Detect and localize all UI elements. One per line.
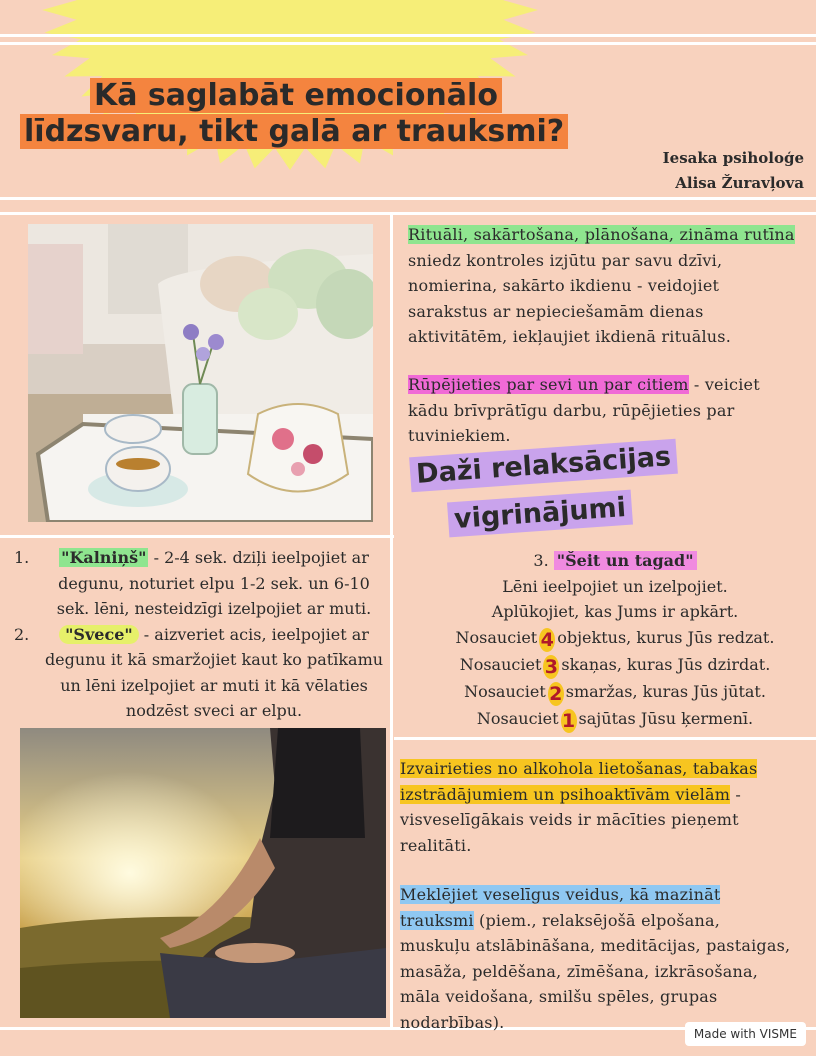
healthy-text: (piem., relaksējošā elpošana, muskuļu atslābināšana, meditācijas, pastaigas, masāža, peldēšana, zīmēšana, izkrāsošana, māla veidošana, smilšu spēles, grupas nodarbības). xyxy=(400,910,791,1032)
exercise-item: 1. "Kalniņš" - 2-4 sek. dziļi ieelpojiet ar degunu, noturiet elpu 1-2 sek. un 6-10 sek. lēni, nesteidzīgi izelpojiet ar muti. xyxy=(14,548,372,618)
avoid-highlight: Izvairieties no alkohola lietošanas, tabakas izstrādājumiem un psihoaktīvām vielām xyxy=(400,759,758,804)
divider xyxy=(0,197,816,200)
relax-heading-line-1: Daži relaksācijas xyxy=(409,439,678,493)
meditation-sunset-photo xyxy=(20,728,386,1018)
section-healthy xyxy=(400,882,795,1035)
exercise-3-name: "Šeit un tagad" xyxy=(554,551,697,570)
divider xyxy=(0,42,816,45)
sense-item: Nosauciet 2 smaržas, kuras Jūs jūtat. xyxy=(464,681,766,705)
section-care xyxy=(408,372,803,449)
author-credit xyxy=(663,146,804,196)
page-title xyxy=(20,78,580,150)
routine-text: sniedz kontroles izjūtu par savu dzīvi, nomierina, sakārto ikdienu - veidojiet sarakstus ar nepieciešamām dienas aktivitātēm, iekļaujiet ikdienā rituālus. xyxy=(408,250,731,346)
avoid-text: - visveselīgākais veids ir mācīties pieņemt realitāti. xyxy=(400,784,742,855)
author-name: Alisa Žuravļova xyxy=(675,174,804,192)
count-badge: 3 xyxy=(544,655,558,678)
count-badge: 2 xyxy=(549,682,563,705)
tea-set-photo xyxy=(28,224,373,522)
section-avoid xyxy=(400,756,795,858)
care-text: - veiciet kādu brīvprātīgu darbu, rūpējieties par tuviniekiem. xyxy=(408,375,760,445)
divider xyxy=(0,535,394,538)
section-routine xyxy=(408,222,803,350)
care-highlight: Rūpējieties par sevi un par citiem xyxy=(408,375,689,394)
divider xyxy=(390,212,393,1027)
sense-item: Nosauciet 3 skaņas, kuras Jūs dzirdat. xyxy=(459,654,771,678)
relax-heading-line-2: vigrinājumi xyxy=(447,490,633,538)
exercise-list xyxy=(14,545,386,724)
divider xyxy=(0,34,816,37)
count-badge: 4 xyxy=(540,628,554,651)
title-line-1: Kā saglabāt emocionālo xyxy=(90,78,502,113)
count-badge: 1 xyxy=(561,709,576,732)
exercise-name: "Kalniņš" xyxy=(61,548,147,567)
title-line-2: līdzsvaru, tikt galā ar trauksmi? xyxy=(20,114,568,149)
routine-highlight: Rituāli, sakārtošana, plānošana, zināma rutīna xyxy=(408,225,795,244)
sense-item: Nosauciet 4 objektus, kurus Jūs redzat. xyxy=(455,627,775,651)
divider xyxy=(0,212,816,215)
healthy-highlight: Meklējiet veselīgus veidus, kā mazināt trauksmi xyxy=(400,885,721,930)
exercise-item: 2. "Svece" - aizveriet acis, ieelpojiet ar degunu it kā smaržojiet kaut ko patīkamu un lēni izelpojiet ar muti it kā vēlaties nodzēst sveci ar elpu. xyxy=(14,624,384,720)
author-role: Iesaka psiholoģe xyxy=(662,149,804,167)
visme-badge[interactable]: Made with VISME xyxy=(685,1022,806,1046)
exercise-3: 3. "Šeit un tagad" Lēni ieelpojiet un izelpojiet. Aplūkojiet, kas Jums ir apkārt. Nosauciet 4 objektus, kurus Jūs redzat. Nosauciet 3 skaņas, kuras Jūs dzirdat. Nosauciet 2 smaržas, kuras Jūs jūtat. Nosauciet 1 sajūtas Jūsu ķermenī. xyxy=(420,548,810,733)
exercise-name: "Svece" xyxy=(59,625,139,644)
divider xyxy=(394,737,816,740)
sense-item: Nosauciet 1 sajūtas Jūsu ķermenī. xyxy=(476,708,754,732)
